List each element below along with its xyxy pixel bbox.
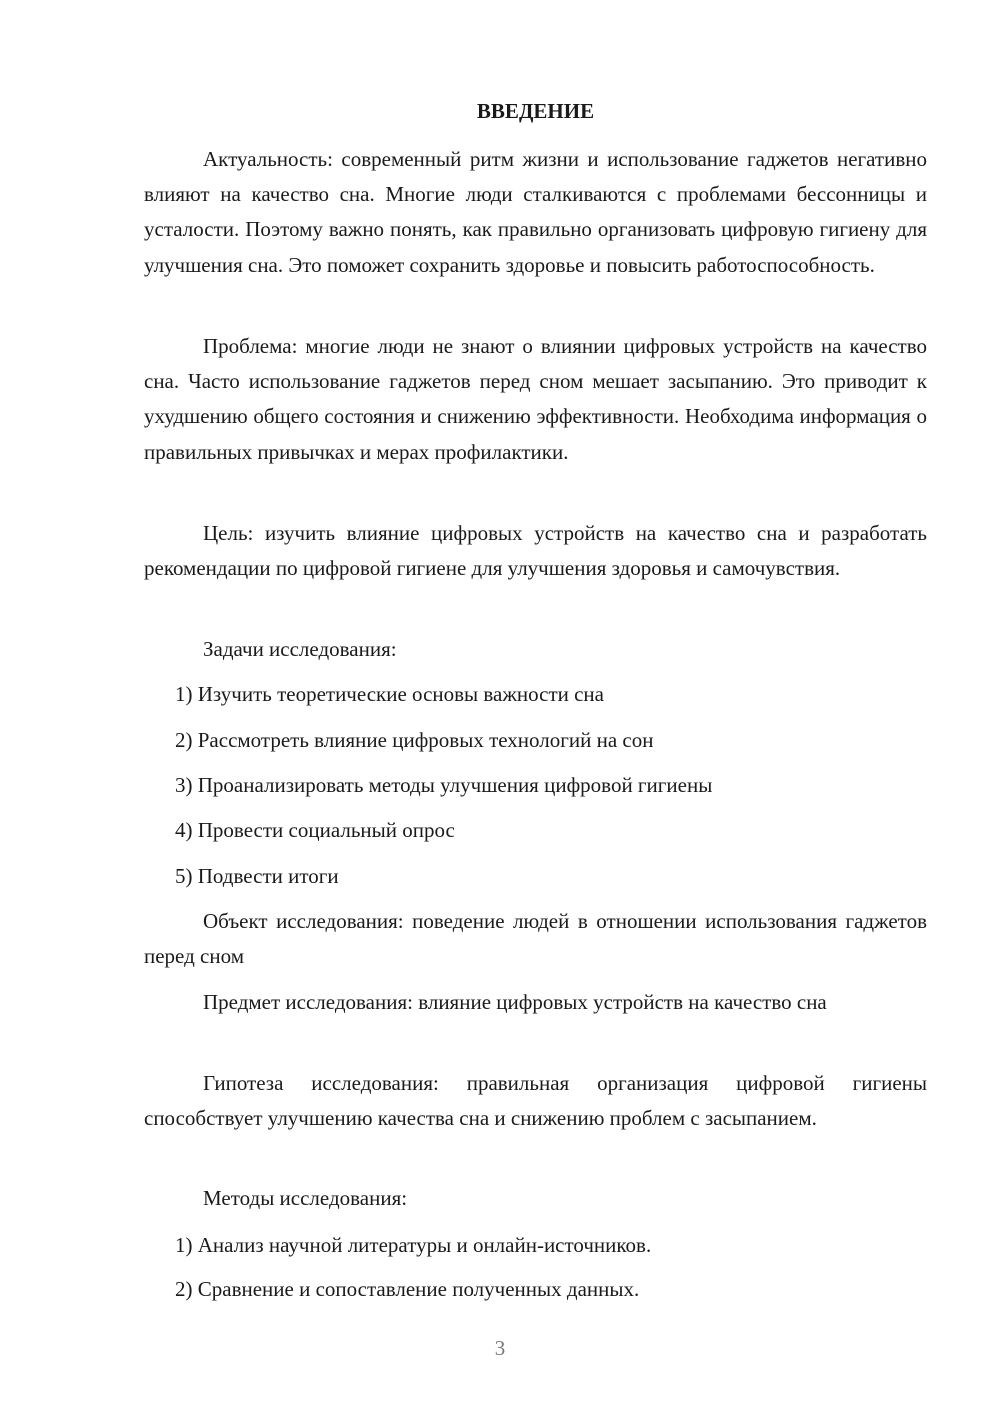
page-number: 3 [494,1336,506,1360]
object-paragraph: Объект исследования: поведение людей в отношении использования гаджетов перед сном [144,909,927,969]
section-title: ВВЕДЕНИЕ [476,99,595,123]
goal-paragraph: Цель: изучить влияние цифровых устройств на качество сна и разработать рекомендации по цифровой гигиене для улучшения здоровья и самочувствия. [144,521,927,581]
task-item: 5) Подвести итоги [175,864,339,888]
methods-heading: Методы исследования: [203,1186,408,1210]
task-item: 1) Изучить теоретические основы важности сна [175,682,604,706]
method-item: 2) Сравнение и сопоставление полученных данных. [175,1277,640,1301]
task-item: 3) Проанализировать методы улучшения цифровой гигиены [175,773,713,797]
task-item: 4) Провести социальный опрос [175,818,455,842]
subject-paragraph: Предмет исследования: влияние цифровых устройств на качество сна [203,990,827,1014]
method-item: 1) Анализ научной литературы и онлайн-источников. [175,1233,652,1257]
relevance-paragraph: Актуальность: современный ритм жизни и использование гаджетов негативно влияют на качество сна. Многие люди сталкиваются с проблемами бессонницы и усталости. Поэтому важно понять, как правильно организовать цифровую гигиену для улучшения сна. Это поможет сохранить здоровье и повысить работоспособность. [144,147,927,277]
hypothesis-paragraph: Гипотеза исследования: правильная организация цифровой гигиены способствует улучшению качества сна и снижению проблем с засыпанием. [144,1071,927,1131]
task-item: 2) Рассмотреть влияние цифровых технологий на сон [175,728,654,752]
problem-paragraph: Проблема: многие люди не знают о влиянии цифровых устройств на качество сна. Часто использование гаджетов перед сном мешает засыпанию. Это приводит к ухудшению общего состояния и снижению эффективности. Необходима информация о правильных привычках и мерах профилактики. [144,334,927,464]
tasks-heading: Задачи исследования: [203,637,397,661]
